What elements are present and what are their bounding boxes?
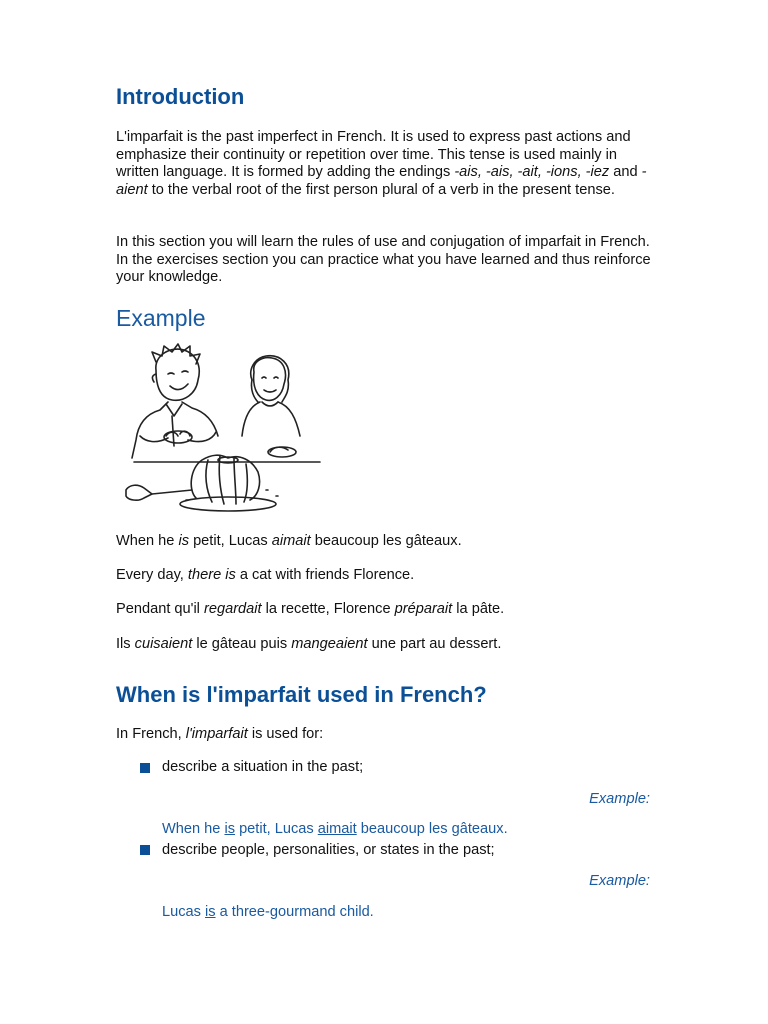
s3-verb: regardait [203,601,262,617]
intro-text-2: and [609,164,642,181]
usage-example-2 [162,904,374,920]
ue1-part: beaucoup les gâteaux. [356,821,508,837]
example-sentence-4 [116,636,651,654]
bullet-square-icon [140,845,150,855]
ue1-part: When he [162,821,225,837]
usage-intro [116,726,651,744]
intro-text-3: to the verbal root of the first person plural of a verb in the present tense. [147,181,615,198]
usage-example-1 [162,821,508,837]
s3-part: la pâte. [452,601,505,617]
usage-intro-term: l'imparfait [185,726,248,742]
s4-part: une part au dessert. [367,636,502,652]
intro-paragraph-2: In this section you will learn the rules of use and conjugation of imparfait in French. In the exercises section you can practice what you have learned and thus reinforce your knowledge. [116,234,651,286]
intro-endings: -ais, -ais, -ait, -ions, -iez [454,164,610,181]
bullet-square-icon [140,763,150,773]
intro-ending-last: -aient [116,164,647,198]
s4-verb: mangeaient [291,636,368,652]
s2-part: a cat with friends Florence. [235,567,415,583]
s1-part: petit, Lucas [189,533,272,549]
ue2-part: Lucas [162,904,205,920]
example-sentence-3 [116,601,651,619]
usage-intro-part: is used for: [247,726,324,742]
heading-when-used: When is l'imparfait used in French? [116,682,487,707]
s4-part: Ils [116,636,135,652]
usage-item-1: describe a situation in the past; [162,759,364,775]
s1-part: When he [116,533,179,549]
ue1-verb: aimait [317,821,357,837]
ue1-verb: is [224,821,236,837]
example-label: Example: [589,873,650,889]
s4-part: le gâteau puis [192,636,292,652]
s1-verb: aimait [271,533,311,549]
s3-part: la recette, Florence [261,601,395,617]
intro-text-1: L'imparfait is the past imperfect in French. It is used to express past actions and emphasize their continuity or repetition over time. This tense is used mainly in written language. It is formed by adding the endings [116,129,631,181]
usage-intro-part: In French, [116,726,186,742]
s2-verb: there is [187,567,236,583]
heading-introduction: Introduction [116,84,245,109]
s1-verb: is [178,533,190,549]
ue1-part: petit, Lucas [235,821,318,837]
s2-part: Every day, [116,567,188,583]
s3-verb: préparait [394,601,453,617]
example-sentence-1 [116,533,651,551]
s4-verb: cuisaient [134,636,193,652]
children-baking-illustration [116,340,326,518]
ue2-part: a three-gourmand child. [215,904,374,920]
s1-part: beaucoup les gâteaux. [310,533,462,549]
example-sentence-2 [116,567,651,585]
usage-item-2: describe people, personalities, or states in the past; [162,842,495,858]
heading-example: Example [116,305,206,331]
ue2-verb: is [205,904,216,920]
example-label: Example: [589,791,650,807]
s3-part: Pendant qu'il [116,601,204,617]
intro-paragraph-1 [116,129,651,199]
